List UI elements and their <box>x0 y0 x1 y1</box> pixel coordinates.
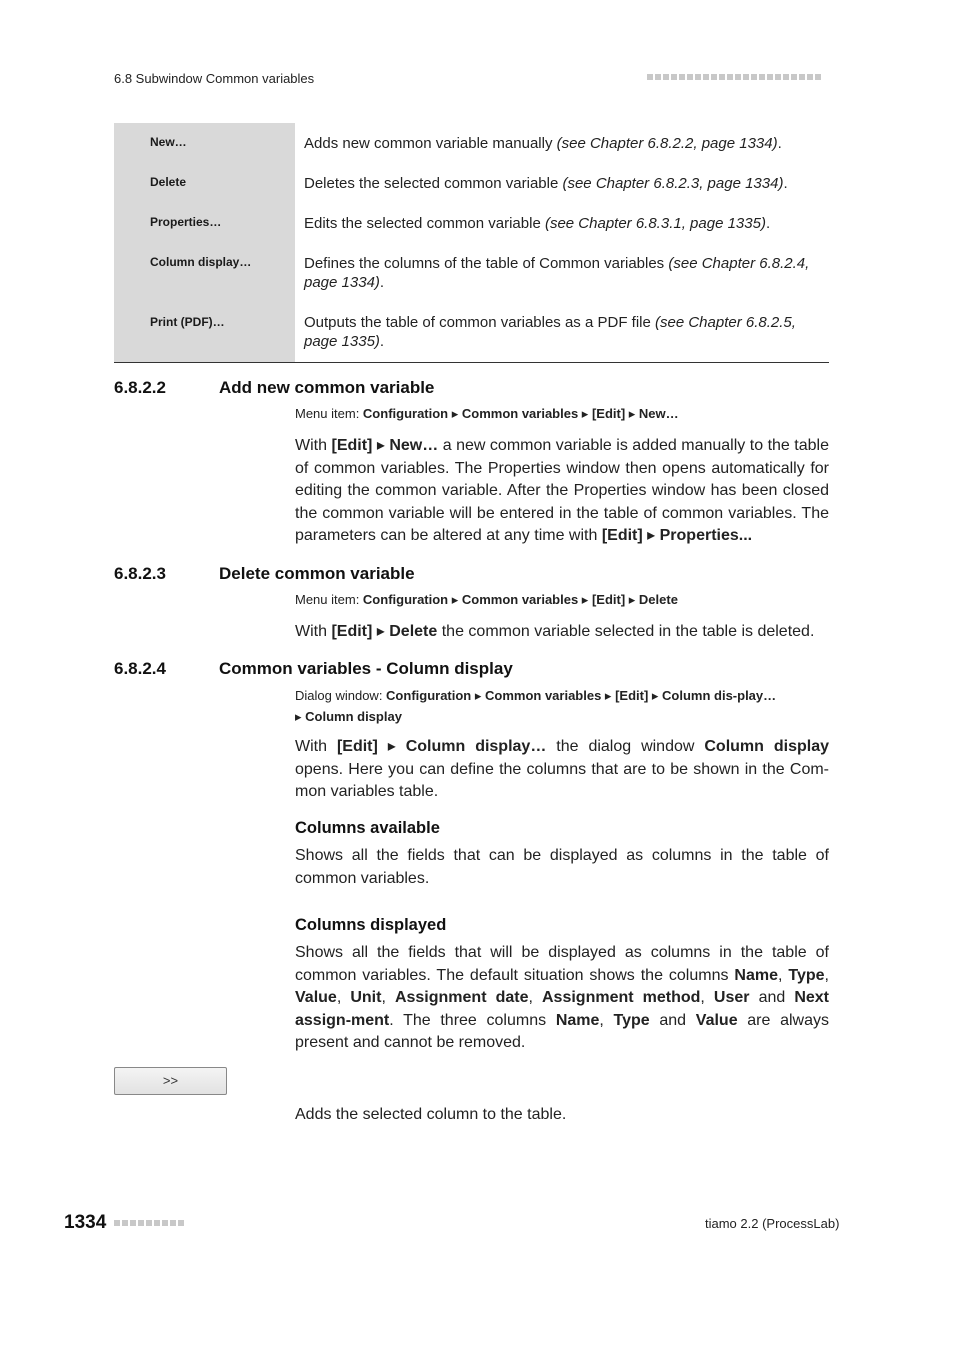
footer-decoration <box>114 1220 184 1226</box>
footer-product: tiamo 2.2 (ProcessLab) <box>705 1216 840 1231</box>
paragraph-columns-displayed: Shows all the fields that will be displayed as columns in the table of common variables. The default situation shows the columns Name, Type, Value, Unit, Assignment date, Assignment method, User and Next assign-ment. The three columns Name, Type and Value are always present and cannot be removed. <box>295 944 830 1052</box>
table-desc-new: Adds new common variable manually (see Chapter 6.8.2.2, page 1334). <box>304 135 782 152</box>
menu-items-table <box>114 123 829 363</box>
table-desc-print: Outputs the table of common variables as a PDF file (see Chapter 6.8.2.5, page 1335). <box>304 314 796 350</box>
table-label-column-display: Column display… <box>150 255 252 269</box>
paragraph-add-column: Adds the selected column to the table. <box>295 1106 567 1123</box>
add-column-button[interactable]: >> <box>114 1067 227 1095</box>
section-heading-delete: 6.8.2.3 Delete common variable <box>114 564 415 583</box>
table-label-new: New… <box>150 135 187 149</box>
table-desc-column-display: Defines the columns of the table of Common variables (see Chapter 6.8.2.4, page 1334). <box>304 255 810 291</box>
table-label-delete: Delete <box>150 175 187 189</box>
table-desc-delete: Deletes the selected common variable (see Chapter 6.8.2.3, page 1334). <box>304 175 788 192</box>
subheading-columns-displayed: Columns displayed <box>295 916 447 934</box>
section-heading-add: 6.8.2.2 Add new common variable <box>114 378 435 397</box>
paragraph-columns-available: Shows all the fields that can be displayed as columns in the table of common variables. <box>295 847 829 887</box>
subheading-columns-available: Columns available <box>295 819 440 837</box>
table-desc-properties: Edits the selected common variable (see Chapter 6.8.3.1, page 1335). <box>304 215 771 232</box>
table-label-properties: Properties… <box>150 215 222 229</box>
paragraph-column-display: With [Edit] ▸ Column display… the dialog window Column display opens. Here you can define the columns that are to be shown in the Com-mon variables table. <box>295 738 829 801</box>
running-header: 6.8 Subwindow Common variables <box>114 71 315 86</box>
header-decoration <box>647 74 821 80</box>
paragraph-add: With [Edit] ▸ New… a new common variable is added manually to the table of common variables. The Properties window then opens automatically for editing the common variable. After the Properties window has been closed the common variable will be entered in the table of common variables. The parameters can be altered at any time with [Edit] ▸ Properties... <box>295 437 829 545</box>
section-heading-column-display: 6.8.2.4 Common variables - Column display <box>114 659 513 678</box>
page-number: 1334 <box>64 1212 107 1233</box>
paragraph-delete: With [Edit] ▸ Delete the common variable selected in the table is deleted. <box>295 623 815 640</box>
menu-path-add: Menu item: Configuration ▸ Common variables ▸ [Edit] ▸ New… <box>295 406 679 421</box>
menu-path-delete: Menu item: Configuration ▸ Common variables ▸ [Edit] ▸ Delete <box>295 592 678 607</box>
table-label-print: Print (PDF)… <box>150 315 225 329</box>
menu-path-column-display: Dialog window: Configuration ▸ Common variables ▸ [Edit] ▸ Column dis-play… ▸ Column display <box>295 688 777 724</box>
